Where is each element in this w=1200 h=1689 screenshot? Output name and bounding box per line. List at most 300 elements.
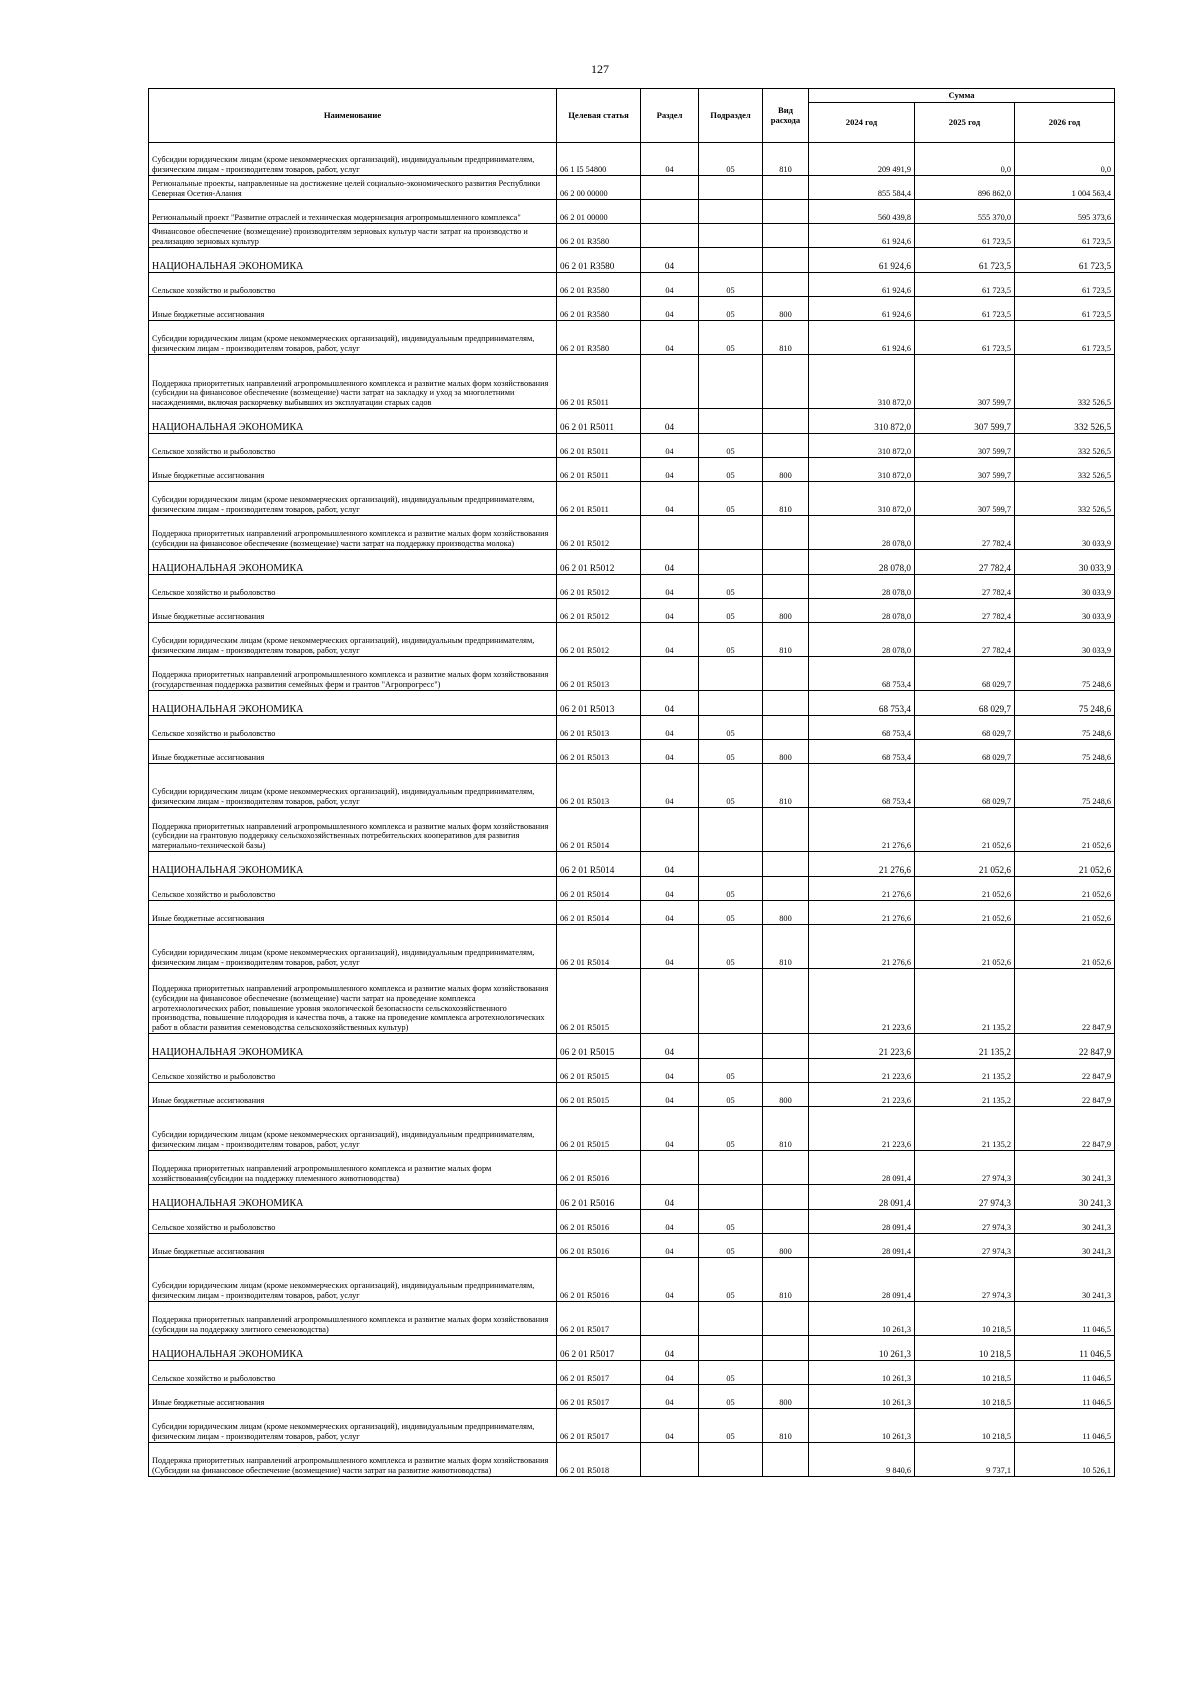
cell-y2024: 310 872,0 (809, 355, 915, 409)
cell-y2024: 310 872,0 (809, 434, 915, 458)
cell-y2025: 9 737,1 (915, 1443, 1015, 1477)
cell-name: НАЦИОНАЛЬНАЯ ЭКОНОМИКА (149, 550, 557, 575)
cell-name: Иные бюджетные ассигнования (149, 901, 557, 925)
cell-rz: 04 (641, 458, 699, 482)
cell-name: Субсидии юридическим лицам (кроме некоммерческих организаций), индивидуальным предпринимателям, физическим лицам - производителям товаров, работ, услуг (149, 1258, 557, 1302)
cell-y2024: 68 753,4 (809, 657, 915, 691)
cell-name: Поддержка приоритетных направлений агропромышленного комплекса и развитие малых форм хозяйствования (субсидии на финансовое обеспечение (возмещение) части затрат на поддержку производства молока) (149, 516, 557, 550)
cell-vr: 810 (763, 321, 809, 355)
cell-y2024: 68 753,4 (809, 764, 915, 808)
cell-y2026: 30 033,9 (1015, 575, 1115, 599)
cell-vr: 800 (763, 740, 809, 764)
cell-pr: 05 (699, 1234, 763, 1258)
cell-pr: 05 (699, 1258, 763, 1302)
cell-y2025: 21 052,6 (915, 901, 1015, 925)
cell-vr: 810 (763, 925, 809, 969)
cell-y2024: 21 223,6 (809, 1107, 915, 1151)
cell-y2024: 61 924,6 (809, 248, 915, 273)
cell-rz: 04 (641, 1059, 699, 1083)
cell-name: Иные бюджетные ассигнования (149, 297, 557, 321)
cell-vr: 810 (763, 482, 809, 516)
cell-code: 06 2 01 R5017 (557, 1385, 641, 1409)
cell-y2026: 61 723,5 (1015, 273, 1115, 297)
table-row (149, 1409, 1115, 1443)
cell-pr (699, 516, 763, 550)
cell-rz: 04 (641, 599, 699, 623)
cell-name: Субсидии юридическим лицам (кроме некоммерческих организаций), индивидуальным предпринимателям, физическим лицам - производителям товаров, работ, услуг (149, 321, 557, 355)
cell-code: 06 2 01 R5016 (557, 1185, 641, 1210)
cell-vr (763, 575, 809, 599)
cell-vr (763, 877, 809, 901)
cell-y2024: 21 223,6 (809, 1059, 915, 1083)
cell-y2025: 307 599,7 (915, 409, 1015, 434)
cell-name: Субсидии юридическим лицам (кроме некоммерческих организаций), индивидуальным предпринимателям, физическим лицам - производителям товаров, работ, услуг (149, 764, 557, 808)
cell-rz: 04 (641, 1385, 699, 1409)
cell-y2025: 21 135,2 (915, 969, 1015, 1034)
cell-y2025: 10 218,5 (915, 1336, 1015, 1361)
cell-rz: 04 (641, 764, 699, 808)
cell-vr (763, 248, 809, 273)
cell-rz: 04 (641, 1107, 699, 1151)
table-row (149, 1034, 1115, 1059)
cell-y2025: 307 599,7 (915, 458, 1015, 482)
cell-name: Поддержка приоритетных направлений агропромышленного комплекса и развитие малых форм хозяйствования (субсидии на финансовое обеспечение (возмещение) части затрат на закладку и уход за многолетними насаждениями, включая раскорчевку выбывших из эксплуатации старых садов (149, 355, 557, 409)
cell-pr: 05 (699, 1083, 763, 1107)
cell-vr: 810 (763, 764, 809, 808)
cell-vr (763, 1361, 809, 1385)
cell-y2026: 21 052,6 (1015, 808, 1115, 852)
cell-code: 06 2 01 R5011 (557, 482, 641, 516)
cell-rz: 04 (641, 716, 699, 740)
cell-y2025: 27 782,4 (915, 516, 1015, 550)
cell-y2025: 10 218,5 (915, 1385, 1015, 1409)
cell-y2025: 68 029,7 (915, 764, 1015, 808)
cell-code: 06 2 01 R5015 (557, 1059, 641, 1083)
cell-y2026: 75 248,6 (1015, 657, 1115, 691)
cell-pr (699, 409, 763, 434)
table-row (149, 516, 1115, 550)
cell-vr (763, 808, 809, 852)
cell-name: Финансовое обеспечение (возмещение) производителям зерновых культур части затрат на производство и реализацию зерновых культур (149, 224, 557, 248)
cell-y2024: 28 078,0 (809, 575, 915, 599)
table-row (149, 224, 1115, 248)
table-row (149, 1443, 1115, 1477)
cell-name: НАЦИОНАЛЬНАЯ ЭКОНОМИКА (149, 852, 557, 877)
cell-rz: 04 (641, 409, 699, 434)
table-row (149, 1083, 1115, 1107)
cell-name: Сельское хозяйство и рыболовство (149, 575, 557, 599)
cell-vr (763, 1185, 809, 1210)
cell-y2025: 27 974,3 (915, 1258, 1015, 1302)
cell-vr (763, 1151, 809, 1185)
header-sum: Сумма (809, 89, 1115, 103)
cell-vr (763, 657, 809, 691)
cell-pr: 05 (699, 623, 763, 657)
table-row (149, 925, 1115, 969)
cell-y2026: 595 373,6 (1015, 200, 1115, 224)
cell-y2026: 30 033,9 (1015, 623, 1115, 657)
table-body (149, 143, 1115, 1477)
table-row (149, 1336, 1115, 1361)
cell-y2024: 21 223,6 (809, 1083, 915, 1107)
cell-y2024: 28 091,4 (809, 1185, 915, 1210)
cell-code: 06 2 01 R5012 (557, 575, 641, 599)
table-row (149, 297, 1115, 321)
cell-rz: 04 (641, 550, 699, 575)
cell-y2025: 21 135,2 (915, 1107, 1015, 1151)
cell-rz (641, 1443, 699, 1477)
cell-name: НАЦИОНАЛЬНАЯ ЭКОНОМИКА (149, 1185, 557, 1210)
cell-y2026: 11 046,5 (1015, 1302, 1115, 1336)
table-row (149, 1210, 1115, 1234)
cell-y2024: 10 261,3 (809, 1336, 915, 1361)
cell-y2026: 11 046,5 (1015, 1361, 1115, 1385)
cell-code: 06 2 01 R3580 (557, 273, 641, 297)
cell-y2024: 10 261,3 (809, 1361, 915, 1385)
budget-table (148, 88, 1115, 1477)
cell-y2024: 21 223,6 (809, 969, 915, 1034)
cell-name: Сельское хозяйство и рыболовство (149, 1210, 557, 1234)
cell-rz: 04 (641, 1234, 699, 1258)
table-row (149, 852, 1115, 877)
cell-pr: 05 (699, 297, 763, 321)
cell-code: 06 2 01 R5014 (557, 877, 641, 901)
cell-rz: 04 (641, 1185, 699, 1210)
cell-pr (699, 355, 763, 409)
cell-vr (763, 516, 809, 550)
cell-y2025: 307 599,7 (915, 434, 1015, 458)
cell-vr: 810 (763, 1258, 809, 1302)
cell-y2024: 10 261,3 (809, 1409, 915, 1443)
cell-code: 06 1 I5 54800 (557, 143, 641, 176)
cell-rz (641, 224, 699, 248)
cell-y2024: 21 276,6 (809, 808, 915, 852)
cell-rz: 04 (641, 1258, 699, 1302)
cell-y2025: 21 052,6 (915, 808, 1015, 852)
cell-pr (699, 1185, 763, 1210)
cell-pr: 05 (699, 1385, 763, 1409)
cell-vr: 800 (763, 901, 809, 925)
cell-name: Региональные проекты, направленные на достижение целей социально-экономического развития Республики Северная Осетия-Алания (149, 176, 557, 200)
cell-y2026: 0,0 (1015, 143, 1115, 176)
cell-name: Сельское хозяйство и рыболовство (149, 1059, 557, 1083)
table-row (149, 409, 1115, 434)
cell-y2025: 27 974,3 (915, 1210, 1015, 1234)
cell-pr (699, 1443, 763, 1477)
cell-y2025: 307 599,7 (915, 482, 1015, 516)
cell-vr: 800 (763, 1385, 809, 1409)
cell-vr (763, 852, 809, 877)
table-row (149, 877, 1115, 901)
cell-y2025: 0,0 (915, 143, 1015, 176)
cell-y2024: 21 276,6 (809, 901, 915, 925)
cell-name: НАЦИОНАЛЬНАЯ ЭКОНОМИКА (149, 1336, 557, 1361)
cell-rz: 04 (641, 877, 699, 901)
cell-y2026: 332 526,5 (1015, 409, 1115, 434)
cell-name: Субсидии юридическим лицам (кроме некоммерческих организаций), индивидуальным предпринимателям, физическим лицам - производителям товаров, работ, услуг (149, 623, 557, 657)
cell-y2024: 61 924,6 (809, 297, 915, 321)
cell-pr (699, 852, 763, 877)
table-row (149, 575, 1115, 599)
cell-y2025: 21 135,2 (915, 1059, 1015, 1083)
table-row (149, 1234, 1115, 1258)
cell-y2026: 75 248,6 (1015, 691, 1115, 716)
cell-name: Субсидии юридическим лицам (кроме некоммерческих организаций), индивидуальным предпринимателям, физическим лицам - производителям товаров, работ, услуг (149, 1107, 557, 1151)
cell-pr: 05 (699, 1409, 763, 1443)
cell-name: Сельское хозяйство и рыболовство (149, 1361, 557, 1385)
cell-code: 06 2 01 R5014 (557, 901, 641, 925)
cell-vr (763, 1443, 809, 1477)
cell-vr: 800 (763, 599, 809, 623)
cell-rz: 04 (641, 248, 699, 273)
table-row (149, 355, 1115, 409)
cell-y2024: 28 078,0 (809, 623, 915, 657)
cell-rz (641, 1151, 699, 1185)
cell-y2025: 61 723,5 (915, 321, 1015, 355)
cell-y2026: 21 052,6 (1015, 852, 1115, 877)
cell-y2025: 10 218,5 (915, 1361, 1015, 1385)
cell-y2024: 9 840,6 (809, 1443, 915, 1477)
cell-y2024: 310 872,0 (809, 458, 915, 482)
cell-rz: 04 (641, 852, 699, 877)
cell-name: Иные бюджетные ассигнования (149, 599, 557, 623)
cell-pr: 05 (699, 1107, 763, 1151)
cell-vr (763, 969, 809, 1034)
cell-vr (763, 224, 809, 248)
table-row (149, 623, 1115, 657)
cell-rz: 04 (641, 482, 699, 516)
table-row (149, 1151, 1115, 1185)
cell-y2026: 21 052,6 (1015, 925, 1115, 969)
cell-y2024: 560 439,8 (809, 200, 915, 224)
cell-vr: 810 (763, 1107, 809, 1151)
cell-vr: 810 (763, 1409, 809, 1443)
cell-rz (641, 808, 699, 852)
cell-y2025: 61 723,5 (915, 297, 1015, 321)
cell-y2025: 21 135,2 (915, 1083, 1015, 1107)
cell-y2026: 22 847,9 (1015, 969, 1115, 1034)
cell-y2025: 21 052,6 (915, 877, 1015, 901)
cell-name: Иные бюджетные ассигнования (149, 740, 557, 764)
cell-name: Сельское хозяйство и рыболовство (149, 877, 557, 901)
cell-pr (699, 200, 763, 224)
cell-name: Иные бюджетные ассигнования (149, 1385, 557, 1409)
cell-code: 06 2 01 R5017 (557, 1361, 641, 1385)
cell-y2026: 30 241,3 (1015, 1185, 1115, 1210)
cell-code: 06 2 01 R5015 (557, 1034, 641, 1059)
table-row (149, 550, 1115, 575)
cell-y2026: 61 723,5 (1015, 248, 1115, 273)
cell-vr (763, 550, 809, 575)
cell-vr (763, 1034, 809, 1059)
cell-y2024: 61 924,6 (809, 321, 915, 355)
cell-name: Иные бюджетные ассигнования (149, 1234, 557, 1258)
cell-code: 06 2 01 R5015 (557, 1107, 641, 1151)
cell-pr (699, 1034, 763, 1059)
cell-pr: 05 (699, 434, 763, 458)
header-name: Наименование (149, 89, 557, 143)
cell-y2026: 30 033,9 (1015, 599, 1115, 623)
cell-vr (763, 691, 809, 716)
cell-y2024: 28 091,4 (809, 1210, 915, 1234)
cell-name: Поддержка приоритетных направлений агропромышленного комплекса и развитие малых форм хозяйствования (государственная поддержка развития семейных ферм и грантов "Агропрогресс") (149, 657, 557, 691)
cell-y2025: 61 723,5 (915, 273, 1015, 297)
cell-y2026: 30 241,3 (1015, 1234, 1115, 1258)
cell-y2024: 10 261,3 (809, 1385, 915, 1409)
cell-name: Поддержка приоритетных направлений агропромышленного комплекса и развитие малых форм хозяйствования(субсидии на поддержку племенного животноводства) (149, 1151, 557, 1185)
cell-y2025: 27 974,3 (915, 1151, 1015, 1185)
cell-rz: 04 (641, 321, 699, 355)
cell-pr: 05 (699, 877, 763, 901)
cell-vr (763, 1302, 809, 1336)
cell-y2026: 75 248,6 (1015, 764, 1115, 808)
cell-name: Поддержка приоритетных направлений агропромышленного комплекса и развитие малых форм хозяйствования (Субсидии на финансовое обеспечение (возмещение) части затрат на развитие животноводства) (149, 1443, 557, 1477)
table-row (149, 273, 1115, 297)
cell-code: 06 2 01 R5013 (557, 657, 641, 691)
cell-rz: 04 (641, 1409, 699, 1443)
cell-y2025: 27 782,4 (915, 550, 1015, 575)
cell-name: Поддержка приоритетных направлений агропромышленного комплекса и развитие малых форм хозяйствования (субсидии на финансовое обеспечение (возмещение) части затрат на проведение комплекса агротехнологических работ, повышение уровня экологической безопасности сельскохозяйственного производства, повышение плодородия и качества почв, а также на проведение комплекса агротехнологических работ в области развития семеноводства сельскохозяйственных культур) (149, 969, 557, 1034)
table-row (149, 200, 1115, 224)
cell-y2026: 61 723,5 (1015, 321, 1115, 355)
cell-rz (641, 176, 699, 200)
cell-y2026: 10 526,1 (1015, 1443, 1115, 1477)
cell-y2024: 28 091,4 (809, 1234, 915, 1258)
cell-vr: 810 (763, 623, 809, 657)
cell-y2026: 61 723,5 (1015, 297, 1115, 321)
cell-y2024: 21 276,6 (809, 925, 915, 969)
header-2026: 2026 год (1015, 103, 1115, 143)
cell-pr: 05 (699, 764, 763, 808)
table-row (149, 248, 1115, 273)
cell-pr (699, 969, 763, 1034)
cell-rz: 04 (641, 1210, 699, 1234)
cell-vr (763, 1210, 809, 1234)
cell-y2025: 307 599,7 (915, 355, 1015, 409)
cell-y2024: 855 584,4 (809, 176, 915, 200)
header-expense-type: Вид расхода (763, 89, 809, 143)
cell-code: 06 2 01 00000 (557, 200, 641, 224)
cell-name: Сельское хозяйство и рыболовство (149, 273, 557, 297)
cell-y2026: 11 046,5 (1015, 1385, 1115, 1409)
cell-y2024: 61 924,6 (809, 273, 915, 297)
cell-pr (699, 176, 763, 200)
cell-pr: 05 (699, 901, 763, 925)
cell-pr (699, 1336, 763, 1361)
table-row (149, 808, 1115, 852)
table-row (149, 1059, 1115, 1083)
cell-rz: 04 (641, 575, 699, 599)
cell-name: Сельское хозяйство и рыболовство (149, 716, 557, 740)
cell-name: НАЦИОНАЛЬНАЯ ЭКОНОМИКА (149, 691, 557, 716)
cell-vr: 800 (763, 1083, 809, 1107)
table-row (149, 1185, 1115, 1210)
cell-name: Поддержка приоритетных направлений агропромышленного комплекса и развитие малых форм хозяйствования (субсидии на грантовую поддержку сельскохозяйственных потребительских кооперативов для развития материально-технической базы) (149, 808, 557, 852)
cell-y2024: 28 091,4 (809, 1258, 915, 1302)
cell-y2026: 22 847,9 (1015, 1107, 1115, 1151)
cell-y2026: 1 004 563,4 (1015, 176, 1115, 200)
cell-rz: 04 (641, 297, 699, 321)
cell-y2026: 332 526,5 (1015, 355, 1115, 409)
cell-code: 06 2 01 R5011 (557, 355, 641, 409)
cell-name: Сельское хозяйство и рыболовство (149, 434, 557, 458)
cell-y2025: 27 782,4 (915, 575, 1015, 599)
header-target: Целевая статья (557, 89, 641, 143)
cell-y2024: 68 753,4 (809, 740, 915, 764)
cell-name: НАЦИОНАЛЬНАЯ ЭКОНОМИКА (149, 248, 557, 273)
cell-y2024: 68 753,4 (809, 716, 915, 740)
cell-vr: 800 (763, 297, 809, 321)
cell-code: 06 2 01 R3580 (557, 224, 641, 248)
cell-y2026: 30 241,3 (1015, 1210, 1115, 1234)
cell-y2026: 332 526,5 (1015, 482, 1115, 516)
cell-pr (699, 691, 763, 716)
cell-y2026: 22 847,9 (1015, 1083, 1115, 1107)
cell-pr (699, 1302, 763, 1336)
cell-y2025: 27 782,4 (915, 623, 1015, 657)
cell-rz: 04 (641, 1336, 699, 1361)
cell-code: 06 2 01 R5015 (557, 969, 641, 1034)
cell-rz: 04 (641, 1361, 699, 1385)
cell-rz (641, 516, 699, 550)
cell-y2026: 21 052,6 (1015, 877, 1115, 901)
cell-pr: 05 (699, 458, 763, 482)
table-row (149, 691, 1115, 716)
cell-code: 06 2 01 R5013 (557, 716, 641, 740)
cell-rz: 04 (641, 691, 699, 716)
cell-code: 06 2 01 R5011 (557, 458, 641, 482)
cell-code: 06 2 01 R5016 (557, 1151, 641, 1185)
cell-pr (699, 808, 763, 852)
table-row (149, 716, 1115, 740)
cell-pr (699, 657, 763, 691)
cell-vr: 800 (763, 1234, 809, 1258)
cell-code: 06 2 01 R5011 (557, 434, 641, 458)
cell-name: Иные бюджетные ассигнования (149, 458, 557, 482)
cell-name: НАЦИОНАЛЬНАЯ ЭКОНОМИКА (149, 409, 557, 434)
cell-y2026: 332 526,5 (1015, 434, 1115, 458)
cell-pr: 05 (699, 575, 763, 599)
cell-code: 06 2 01 R5014 (557, 925, 641, 969)
cell-y2026: 22 847,9 (1015, 1034, 1115, 1059)
cell-rz (641, 969, 699, 1034)
cell-code: 06 2 01 R3580 (557, 297, 641, 321)
cell-y2026: 11 046,5 (1015, 1336, 1115, 1361)
cell-vr (763, 1059, 809, 1083)
table-row (149, 1107, 1115, 1151)
cell-y2025: 21 052,6 (915, 925, 1015, 969)
cell-y2024: 21 223,6 (809, 1034, 915, 1059)
cell-y2026: 21 052,6 (1015, 901, 1115, 925)
cell-y2025: 68 029,7 (915, 657, 1015, 691)
cell-y2024: 21 276,6 (809, 852, 915, 877)
cell-vr (763, 409, 809, 434)
cell-y2025: 10 218,5 (915, 1302, 1015, 1336)
cell-vr (763, 434, 809, 458)
table-row (149, 458, 1115, 482)
table-row (149, 1302, 1115, 1336)
cell-vr (763, 1336, 809, 1361)
cell-rz: 04 (641, 1034, 699, 1059)
cell-y2025: 61 723,5 (915, 248, 1015, 273)
cell-y2024: 28 078,0 (809, 550, 915, 575)
header-section: Раздел (641, 89, 699, 143)
cell-vr (763, 273, 809, 297)
cell-code: 06 2 01 R5014 (557, 852, 641, 877)
cell-code: 06 2 01 R5013 (557, 764, 641, 808)
cell-y2025: 68 029,7 (915, 740, 1015, 764)
cell-pr: 05 (699, 482, 763, 516)
